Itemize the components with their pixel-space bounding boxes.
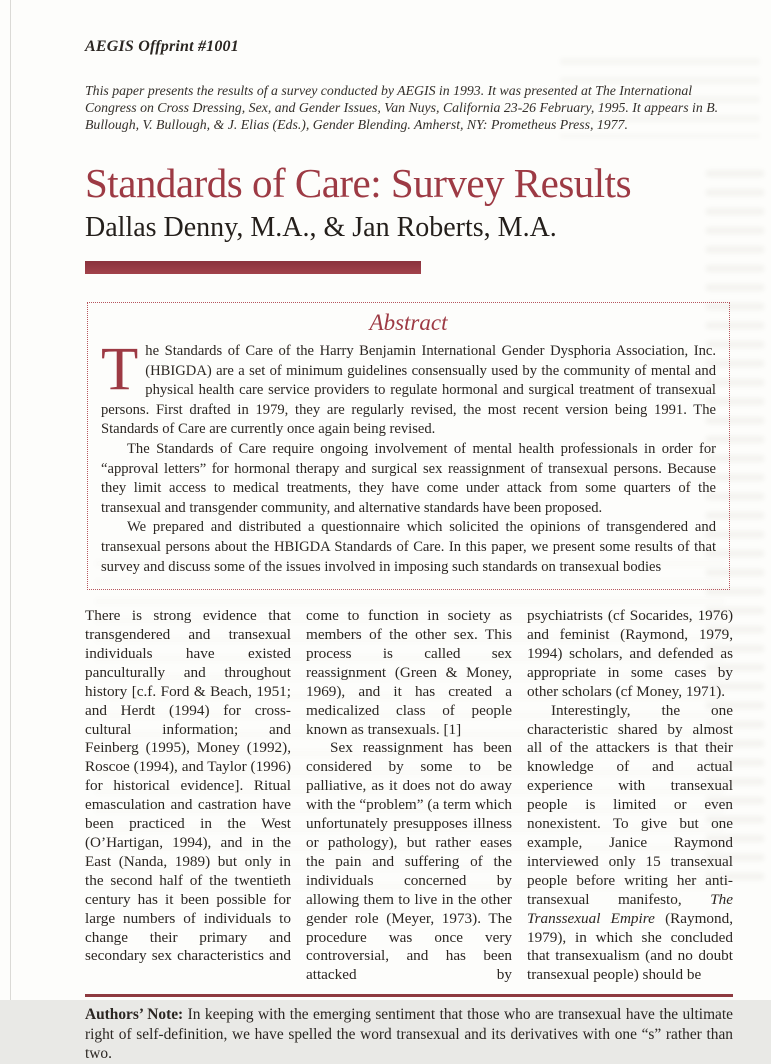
byline: Dallas Denny, M.A., & Jan Roberts, M.A. <box>85 212 557 243</box>
body-paragraph-3 <box>527 702 733 986</box>
authors-note-text: In keeping with the emerging sentiment that those who are transexual have the ultimate right of self-definition, we have spelled the word transexual and its derivatives with one “s” rather than two. <box>85 1006 733 1063</box>
body-paragraph-3-text: Interestingly, the one characteristic shared by almost all of the attackers is that their knowledge of and actual experience with transexual people is limited or even nonexistent. To give but one example, Janice Raymond interviewed only 15 transexual people before writing her anti-transexual manifesto, <box>527 701 733 908</box>
book-title-italic: The Transsexual Empire <box>527 890 733 927</box>
page-content <box>85 38 733 1064</box>
abstract-heading: Abstract <box>369 310 448 335</box>
body-columns <box>85 607 733 985</box>
abstract-paragraph-3: We prepared and distributed a questionnaire which solicited the opinions of transgendered and transexual persons about the HBIGDA Standards of Care. In this paper, we present some results of that survey and discuss some of the issues involved in imposing such standards on transexual bodies <box>101 519 716 575</box>
body-column-2 <box>306 607 512 985</box>
abstract-paragraph-1-text: he Standards of Care of the Harry Benjamin International Gender Dysphoria Association, Inc. (HBIGDA) are a set of minimum guidelines consensually used by the community of mental and physical health care service providers to regulate hormonal and surgical treatment of transexual persons. First drafted in 1979, they are regularly revised, the most recent version being 1991. The Standards of Care are currently once again being revised. <box>101 343 716 438</box>
body-paragraph-3-text-after: (Raymond, 1979), in which she concluded that transexualism (and no doubt transexual people) should be <box>527 909 733 984</box>
offprint-label: AEGIS Offprint #1001 <box>85 38 239 55</box>
abstract-dropcap: T <box>101 336 139 403</box>
body-paragraph-1: There is strong evidence that transgendered and transexual individuals have existed panculturally and throughout history [c.f. Ford & Beach, 1951; and Herdt (1994) for cross-cultural information; and Feinberg (1995), Money (1992), Roscoe (1994), and Taylor (1996) for historical evidence]. Ritual emasculation and castration have been practiced in the West (O’Hartigan, 1994), and in the East (Nanda, 1989) but only in the second half of the twentieth century has it been possible for large numbers of individuals to change their primary and secondary sex characteristics and <box>85 607 291 965</box>
body-paragraph-2: Sex reassignment has been considered by some to be palliative, as it does not do away with the “problem” (a term which unfortunately presupposes illness or pathology), but rather eases the pain and suffering of the individuals concerned by allowing them to live in the other gender role (Meyer, 1973). The procedure was once very controversial, and has been attacked by <box>306 739 512 984</box>
body-paragraph-1-continued: come to function in society as members of the other sex. This process is called sex reassignment (Green & Money, 1969), and it has created a medicalized class of people known as transexuals. [1] <box>306 607 512 738</box>
footnote-rule <box>85 994 733 997</box>
abstract-paragraph-1 <box>101 336 716 440</box>
authors-note-label: Authors’ Note: <box>85 1006 184 1024</box>
page-title: Standards of Care: Survey Results <box>85 160 632 206</box>
provenance-note: This paper presents the results of a survey conducted by AEGIS in 1993. It was presented at The International Congress on Cross Dressing, Sex, and Gender Issues, Van Nuys, California 23-26 February, 1995. It appears in B. Bullough, V. Bullough, & J. Elias (Eds.), Gender Blending. Amherst, NY: Prometheus Press, 1977. <box>85 83 719 132</box>
title-rule <box>85 261 421 274</box>
body-paragraph-2-continued: psychiatrists (cf Socarides, 1976) and feminist (Raymond, 1979, 1994) scholars, and defended as appropriate in some cases by other scholars (cf Money, 1971). <box>527 607 733 700</box>
authors-note <box>85 1005 733 1064</box>
body-column-1 <box>85 607 291 985</box>
abstract-paragraph-2: The Standards of Care require ongoing involvement of mental health professionals in order for “approval letters” for hormonal therapy and surgical sex reassignment of transexual persons. Because they limit access to medical treatments, they have come under attack from some quarters of the transexual and transgender community, and alternative standards have been proposed. <box>101 440 716 516</box>
body-column-3 <box>527 607 733 985</box>
abstract-box <box>87 302 730 590</box>
